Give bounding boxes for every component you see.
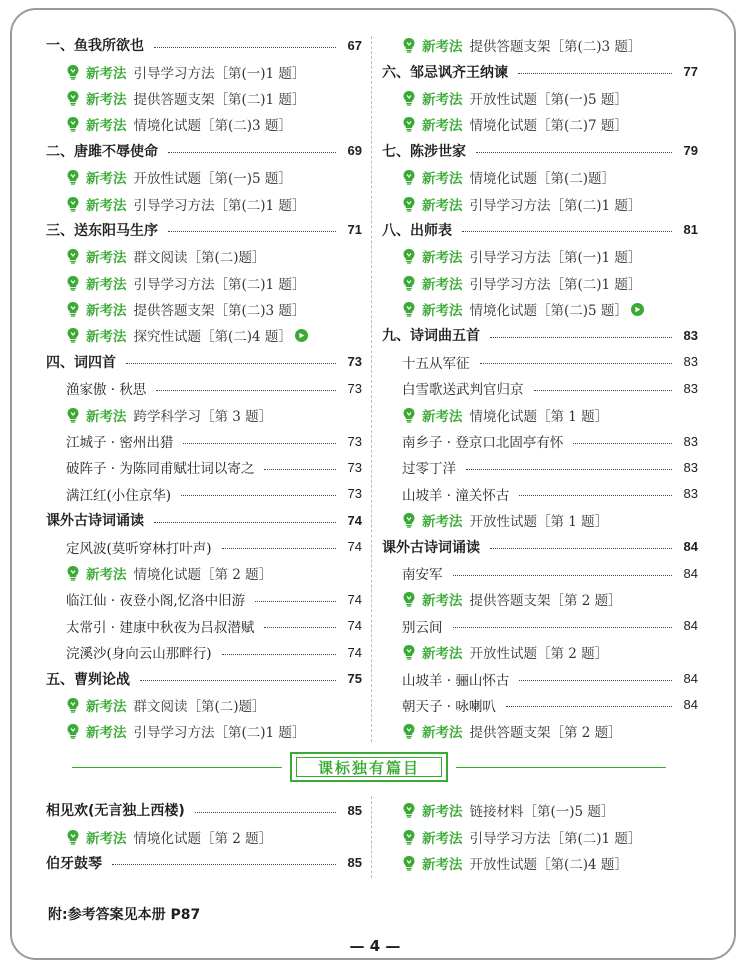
tag-text: 引导学习方法［第(二)1 题］: [133, 197, 306, 214]
new-exam-tag-row: [382, 296, 698, 322]
tag-text: 引导学习方法［第(二)1 题］: [133, 725, 306, 742]
page-ref: 83: [683, 433, 698, 449]
toc-chapter-row: [382, 533, 698, 559]
new-exam-tag-row: [382, 718, 698, 744]
new-exam-tag-row: [382, 507, 698, 533]
new-exam-tag-row: [382, 639, 698, 665]
tag-text: 情境化试题［第 2 题］: [133, 567, 273, 583]
page-ref: 85: [347, 802, 362, 818]
new-exam-label: 新考法: [86, 171, 127, 188]
page-ref: 69: [347, 143, 362, 159]
lightbulb-icon: [66, 90, 80, 106]
new-exam-tag-row: [382, 164, 698, 190]
new-exam-label: 新考法: [86, 91, 127, 108]
page-ref: 74: [347, 539, 362, 555]
tag-text: 群文阅读［第(二)题］: [133, 250, 266, 267]
new-exam-label: 新考法: [86, 250, 127, 267]
new-exam-label: 新考法: [86, 830, 127, 847]
tag-text: 情境化试题［第(二)7 题］: [469, 118, 628, 135]
toc-subentry-row: [46, 533, 362, 559]
new-exam-label: 新考法: [86, 276, 127, 293]
new-exam-label: 新考法: [86, 303, 127, 320]
tag-text: 情境化试题［第(二)5 题］: [469, 303, 628, 320]
toc-subentry-row: [382, 665, 698, 691]
toc-chapter-row: [382, 138, 698, 164]
lightbulb-icon: [402, 829, 416, 845]
subentry-title: 浣溪沙(身向云山那畔行): [66, 646, 212, 663]
subentry-title: 白雪歌送武判官归京: [402, 382, 524, 399]
chapter-title: 九、诗词曲五首: [382, 328, 480, 345]
subentry-title: 山坡羊 · 潼关怀古: [402, 487, 510, 504]
subentry-title: 定风波(莫听穿林打叶声): [66, 540, 212, 557]
leader-dots: [183, 443, 336, 444]
page-ref: 84: [683, 539, 698, 555]
toc-subentry-row: [46, 639, 362, 665]
tag-text: 引导学习方法［第(二)1 题］: [469, 276, 642, 293]
lightbulb-icon: [66, 196, 80, 212]
new-exam-label: 新考法: [422, 250, 463, 267]
leader-dots: [506, 706, 672, 707]
tag-text: 提供答题支架［第 2 题］: [469, 593, 622, 610]
tag-text: 引导学习方法［第(二)1 题］: [133, 276, 306, 293]
toc-subentry-row: [46, 428, 362, 454]
new-exam-tag-row: [46, 718, 362, 744]
lightbulb-icon: [66, 275, 80, 291]
new-exam-label: 新考法: [86, 698, 127, 715]
toc-subentry-row: [382, 454, 698, 480]
new-exam-label: 新考法: [422, 830, 463, 847]
leader-dots: [519, 680, 672, 681]
new-exam-tag-row: [382, 190, 698, 216]
page-ref: 83: [683, 380, 698, 396]
lightbulb-icon: [402, 169, 416, 185]
tag-text: 情境化试题［第(二)3 题］: [133, 118, 292, 135]
subentry-title: 南安军: [402, 567, 443, 583]
page-ref: 84: [683, 671, 698, 687]
lightbulb-icon: [402, 644, 416, 660]
tag-text: 提供答题支架［第(二)3 题］: [469, 39, 642, 56]
leader-dots: [264, 469, 336, 470]
toc-chapter-row: [382, 322, 698, 348]
new-exam-label: 新考法: [422, 514, 463, 531]
new-exam-tag-row: [382, 32, 698, 58]
toc-left-column: [46, 32, 362, 745]
chapter-title: 一、鱼我所欲也: [46, 38, 144, 55]
tag-text: 提供答题支架［第(二)1 题］: [133, 91, 306, 108]
new-exam-tag-row: [382, 823, 698, 849]
page-ref: 81: [683, 222, 698, 238]
new-exam-tag-row: [382, 850, 698, 876]
lightbulb-icon: [402, 116, 416, 132]
page-ref: 73: [347, 433, 362, 449]
tag-text: 开放性试题［第(一)5 题］: [133, 171, 292, 188]
toc-subentry-row: [46, 375, 362, 401]
new-exam-tag-row: [382, 270, 698, 296]
toc-chapter-row: [382, 58, 698, 84]
lightbulb-icon: [66, 829, 80, 845]
toc-subentry-row: [382, 428, 698, 454]
new-exam-label: 新考法: [422, 408, 463, 425]
chapter-title: 课外古诗词诵读: [382, 539, 480, 556]
chapter-title: 课外古诗词诵读: [46, 513, 144, 530]
leader-dots: [476, 152, 672, 153]
new-exam-tag-row: [46, 243, 362, 269]
new-exam-label: 新考法: [86, 408, 127, 425]
new-exam-tag-row: [46, 111, 362, 137]
banner-rule-left: [72, 767, 282, 768]
subentry-title: 太常引 · 建康中秋夜为吕叔潜赋: [66, 619, 255, 636]
page-ref: 84: [683, 697, 698, 713]
video-play-icon[interactable]: [295, 329, 308, 342]
toc-subentry-row: [46, 481, 362, 507]
subentry-title: 别云间: [402, 619, 443, 636]
new-exam-label: 新考法: [86, 567, 127, 583]
leader-dots: [453, 575, 673, 576]
subentry-title: 南乡子 · 登京口北固亭有怀: [402, 435, 564, 452]
page-ref: 73: [347, 380, 362, 396]
page-ref: 79: [683, 143, 698, 159]
page-ref: 83: [683, 459, 698, 475]
page-ref: 73: [347, 354, 362, 370]
tag-text: 开放性试题［第(一)5 题］: [469, 91, 628, 108]
subentry-title: 山坡羊 · 骊山怀古: [402, 672, 510, 689]
lightbulb-icon: [402, 301, 416, 317]
page-ref: 67: [347, 37, 362, 53]
page-ref: 71: [347, 222, 362, 238]
leader-dots: [519, 495, 672, 496]
new-exam-tag-row: [382, 243, 698, 269]
new-exam-tag-row: [382, 586, 698, 612]
leader-dots: [112, 864, 336, 865]
leader-dots: [195, 812, 336, 813]
chapter-title: 五、曹刿论战: [46, 671, 130, 688]
page-ref: 83: [683, 486, 698, 502]
new-exam-tag-row: [46, 85, 362, 111]
toc-chapter-row: [46, 797, 362, 823]
leader-dots: [462, 231, 672, 232]
page-number: — 4 —: [349, 937, 401, 955]
toc-subentry-row: [382, 613, 698, 639]
banner-rule-right: [456, 767, 666, 768]
chapter-title: 七、陈涉世家: [382, 143, 466, 160]
page-ref: 74: [347, 591, 362, 607]
lightbulb-icon: [402, 407, 416, 423]
new-exam-label: 新考法: [86, 725, 127, 742]
lightbulb-icon: [402, 512, 416, 528]
new-exam-tag-row: [46, 401, 362, 427]
chapter-title: 六、邹忌讽齐王纳谏: [382, 64, 508, 81]
toc-subentry-row: [382, 481, 698, 507]
toc-chapter-row: [46, 349, 362, 375]
leader-dots: [181, 495, 336, 496]
subentry-title: 过零丁洋: [402, 461, 456, 478]
new-exam-tag-row: [46, 296, 362, 322]
toc-chapter-row: [46, 217, 362, 243]
leader-dots: [490, 548, 672, 549]
lightbulb-icon: [66, 407, 80, 423]
toc-subentry-row: [382, 560, 698, 586]
page-ref: 73: [347, 459, 362, 475]
new-exam-tag-row: [46, 692, 362, 718]
page-ref: 74: [347, 644, 362, 660]
lightbulb-icon: [402, 248, 416, 264]
column-divider-bottom: [371, 796, 372, 878]
tag-text: 情境化试题［第 1 题］: [469, 408, 609, 425]
new-exam-tag-row: [382, 401, 698, 427]
page-ref: 83: [683, 354, 698, 370]
new-exam-label: 新考法: [422, 725, 463, 742]
page-ref: 84: [683, 565, 698, 581]
leader-dots: [126, 363, 336, 364]
toc-chapter-row: [46, 32, 362, 58]
toc-subentry-row: [382, 375, 698, 401]
tag-text: 开放性试题［第 1 题］: [469, 514, 609, 531]
tag-text: 引导学习方法［第(二)1 题］: [469, 197, 642, 214]
new-exam-label: 新考法: [422, 303, 463, 320]
leader-dots: [154, 522, 336, 523]
new-exam-label: 新考法: [86, 65, 127, 82]
tag-text: 情境化试题［第(二)题］: [469, 171, 616, 188]
banner-text: 课标独有篇目: [317, 758, 420, 777]
new-exam-label: 新考法: [422, 593, 463, 610]
new-exam-tag-row: [46, 164, 362, 190]
new-exam-tag-row: [46, 270, 362, 296]
video-play-icon[interactable]: [631, 303, 644, 316]
tag-text: 探究性试题［第(二)4 题］: [133, 329, 292, 346]
lightbulb-icon: [402, 591, 416, 607]
new-exam-tag-row: [46, 560, 362, 586]
new-exam-tag-row: [46, 823, 362, 849]
leader-dots: [453, 627, 673, 628]
banner-curriculum-exclusive: [290, 752, 448, 782]
page-ref: 77: [683, 64, 698, 80]
new-exam-label: 新考法: [422, 276, 463, 293]
toc-chapter-row: [46, 665, 362, 691]
column-divider: [371, 36, 372, 742]
page-ref: 73: [347, 486, 362, 502]
subentry-title: 渔家傲 · 秋思: [66, 382, 147, 399]
tag-text: 链接材料［第(一)5 题］: [469, 804, 615, 821]
subentry-title: 朝天子 · 咏喇叭: [402, 698, 496, 715]
new-exam-label: 新考法: [422, 646, 463, 663]
page-ref: 84: [683, 618, 698, 634]
lightbulb-icon: [402, 802, 416, 818]
new-exam-tag-row: [382, 111, 698, 137]
lightbulb-icon: [66, 116, 80, 132]
chapter-title: 二、唐雎不辱使命: [46, 143, 158, 160]
new-exam-label: 新考法: [422, 91, 463, 108]
leader-dots: [154, 47, 336, 48]
tag-text: 提供答题支架［第(二)3 题］: [133, 303, 306, 320]
leader-dots: [156, 390, 336, 391]
new-exam-tag-row: [46, 322, 362, 348]
leader-dots: [168, 152, 336, 153]
page-ref: 75: [347, 671, 362, 687]
lightbulb-icon: [402, 855, 416, 871]
tag-text: 开放性试题［第(二)4 题］: [469, 856, 628, 873]
tag-text: 跨学科学习［第 3 题］: [133, 408, 273, 425]
chapter-title: 四、词四首: [46, 354, 116, 371]
lightbulb-icon: [402, 37, 416, 53]
lightbulb-icon: [66, 327, 80, 343]
new-exam-tag-row: [46, 58, 362, 84]
new-exam-label: 新考法: [422, 171, 463, 188]
lightbulb-icon: [402, 275, 416, 291]
page-ref: 74: [347, 618, 362, 634]
new-exam-label: 新考法: [422, 197, 463, 214]
leader-dots: [490, 337, 672, 338]
toc-chapter-row: [46, 850, 362, 876]
leader-dots: [466, 469, 672, 470]
tag-text: 引导学习方法［第(二)1 题］: [469, 830, 642, 847]
toc-right-column: [382, 32, 698, 745]
page-ref: 83: [683, 327, 698, 343]
lightbulb-icon: [402, 196, 416, 212]
leader-dots: [264, 627, 336, 628]
lightbulb-icon: [66, 565, 80, 581]
lightbulb-icon: [66, 723, 80, 739]
chapter-title: 相见欢(无言独上西楼): [46, 803, 185, 820]
toc-subentry-row: [382, 349, 698, 375]
leader-dots: [518, 73, 672, 74]
new-exam-label: 新考法: [422, 118, 463, 135]
lightbulb-icon: [402, 90, 416, 106]
lightbulb-icon: [66, 248, 80, 264]
lightbulb-icon: [66, 169, 80, 185]
leader-dots: [222, 548, 336, 549]
new-exam-label: 新考法: [422, 856, 463, 873]
new-exam-tag-row: [46, 190, 362, 216]
tag-text: 情境化试题［第 2 题］: [133, 830, 273, 847]
lightbulb-icon: [402, 723, 416, 739]
leader-dots: [140, 680, 336, 681]
toc-chapter-row: [46, 507, 362, 533]
tag-text: 群文阅读［第(二)题］: [133, 698, 266, 715]
toc-bottom-left: [46, 797, 362, 876]
subentry-title: 满江红(小住京华): [66, 487, 172, 504]
tag-text: 引导学习方法［第(一)1 题］: [133, 65, 306, 82]
toc-subentry-row: [382, 692, 698, 718]
leader-dots: [222, 654, 336, 655]
new-exam-label: 新考法: [422, 804, 463, 821]
toc-subentry-row: [46, 586, 362, 612]
toc-bottom-right: [382, 797, 698, 876]
chapter-title: 八、出师表: [382, 222, 452, 239]
subentry-title: 十五从军征: [402, 355, 470, 372]
page-ref: 74: [347, 512, 362, 528]
leader-dots: [534, 390, 673, 391]
toc-subentry-row: [46, 613, 362, 639]
chapter-title: 三、送东阳马生序: [46, 222, 158, 239]
subentry-title: 江城子 · 密州出猎: [66, 435, 174, 452]
new-exam-label: 新考法: [86, 197, 127, 214]
page-ref: 85: [347, 855, 362, 871]
toc-chapter-row: [46, 138, 362, 164]
leader-dots: [480, 363, 673, 364]
new-exam-tag-row: [382, 85, 698, 111]
subentry-title: 临江仙 · 夜登小阁,忆洛中旧游: [66, 593, 246, 610]
toc-subentry-row: [46, 454, 362, 480]
leader-dots: [573, 443, 672, 444]
toc-chapter-row: [382, 217, 698, 243]
new-exam-tag-row: [382, 797, 698, 823]
subentry-title: 破阵子 · 为陈同甫赋壮词以寄之: [66, 461, 255, 478]
leader-dots: [255, 601, 336, 602]
tag-text: 开放性试题［第 2 题］: [469, 646, 609, 663]
new-exam-label: 新考法: [86, 329, 127, 346]
tag-text: 引导学习方法［第(一)1 题］: [469, 250, 642, 267]
chapter-title: 伯牙鼓琴: [46, 855, 102, 872]
lightbulb-icon: [66, 64, 80, 80]
answer-note: 附:参考答案见本册 P87: [48, 907, 201, 923]
tag-text: 提供答题支架［第 2 题］: [469, 725, 622, 742]
new-exam-label: 新考法: [422, 39, 463, 56]
lightbulb-icon: [66, 301, 80, 317]
leader-dots: [168, 231, 336, 232]
lightbulb-icon: [66, 697, 80, 713]
new-exam-label: 新考法: [86, 118, 127, 135]
